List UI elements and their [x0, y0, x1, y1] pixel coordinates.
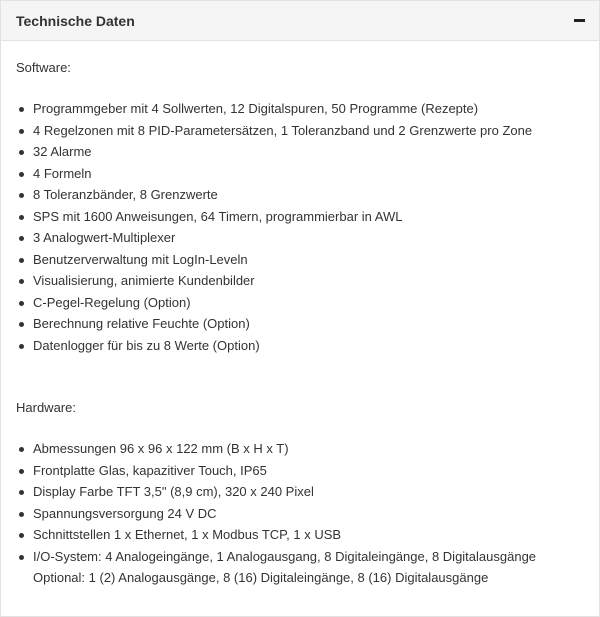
list-item: C-Pegel-Regelung (Option) — [16, 292, 584, 314]
list-item: Frontplatte Glas, kapazitiver Touch, IP65 — [16, 460, 584, 482]
list-item: Schnittstellen 1 x Ethernet, 1 x Modbus TCP, 1 x USB — [16, 524, 584, 546]
list-item: 4 Regelzonen mit 8 PID-Parametersätzen, 1 Toleranzband und 2 Grenzwerte pro Zone — [16, 120, 584, 142]
collapse-toggle-button[interactable] — [569, 11, 589, 31]
list-item: Benutzerverwaltung mit LogIn-Leveln — [16, 249, 584, 271]
panel-header[interactable] — [1, 1, 599, 41]
list-item: 3 Analogwert-Multiplexer — [16, 227, 584, 249]
list-item: Programmgeber mit 4 Sollwerten, 12 Digitalspuren, 50 Programme (Rezepte) — [16, 98, 584, 120]
list-item: Berechnung relative Feuchte (Option) — [16, 313, 584, 335]
minus-icon — [574, 19, 585, 22]
list-item: Spannungsversorgung 24 V DC — [16, 503, 584, 525]
list-item: SPS mit 1600 Anweisungen, 64 Timern, programmierbar in AWL — [16, 206, 584, 228]
list-item: 32 Alarme — [16, 141, 584, 163]
list-item: Display Farbe TFT 3,5" (8,9 cm), 320 x 240 Pixel — [16, 481, 584, 503]
list-item: Datenlogger für bis zu 8 Werte (Option) — [16, 335, 584, 357]
panel-body — [1, 41, 599, 589]
hardware-heading: Hardware: — [16, 400, 76, 415]
io-system-line-2: Optional: 1 (2) Analogausgänge, 8 (16) Digitaleingänge, 8 (16) Digitalausgänge — [33, 570, 489, 585]
hardware-list — [16, 438, 584, 589]
list-item: Visualisierung, animierte Kundenbilder — [16, 270, 584, 292]
panel-title: Technische Daten — [16, 13, 135, 29]
list-item: Abmessungen 96 x 96 x 122 mm (B x H x T) — [16, 438, 584, 460]
list-item-io-system — [16, 546, 584, 589]
list-item: 4 Formeln — [16, 163, 584, 185]
software-heading: Software: — [16, 60, 71, 75]
list-item: 8 Toleranzbänder, 8 Grenzwerte — [16, 184, 584, 206]
software-list — [16, 98, 584, 356]
io-system-line-1: I/O-System: 4 Analogeingänge, 1 Analogausgang, 8 Digitaleingänge, 8 Digitalausgänge — [33, 548, 537, 564]
